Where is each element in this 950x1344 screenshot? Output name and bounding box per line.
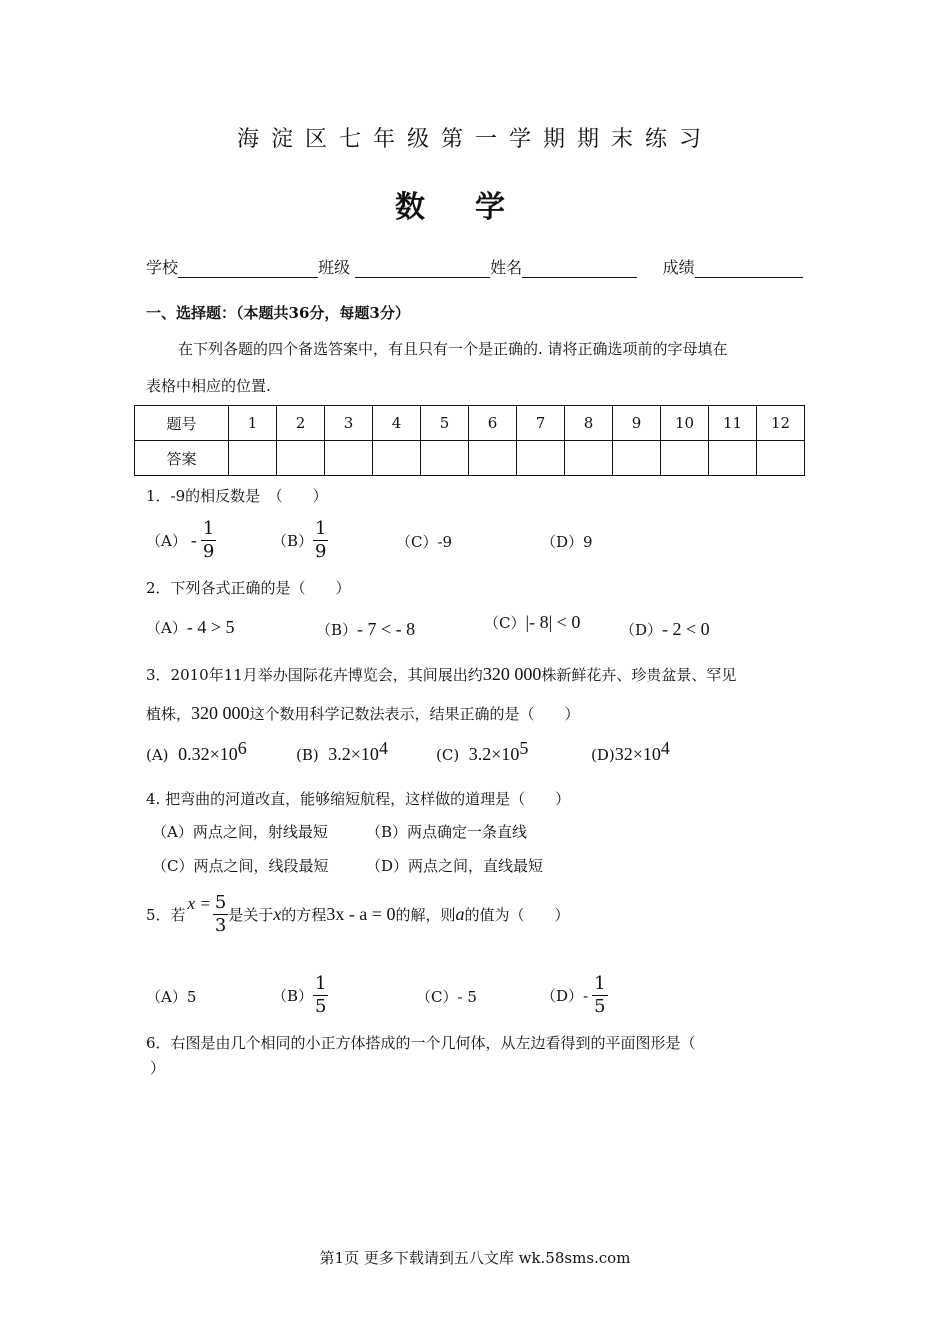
q3-d-exp: 4 xyxy=(660,738,670,758)
section-heading: 一、选择题：（本题共36分，每题3分） xyxy=(146,304,410,322)
q5-var-x: x xyxy=(273,903,282,924)
answer-cell[interactable] xyxy=(373,441,421,476)
answer-table xyxy=(134,405,805,476)
q6-stem-cont: ） xyxy=(150,1059,166,1077)
q2-option-c xyxy=(484,612,580,633)
q2-a-label: （A） xyxy=(146,619,187,637)
qnum-cell: 5 xyxy=(421,406,469,441)
q1-option-c: （C）-9 xyxy=(396,533,453,551)
answer-row xyxy=(135,441,805,476)
qnum-cell: 10 xyxy=(661,406,709,441)
answer-cell[interactable] xyxy=(757,441,805,476)
qnum-cell: 11 xyxy=(709,406,757,441)
q5-stem xyxy=(146,888,569,940)
q6-stem: 6．右图是由几个相同的小正方体搭成的一个几何体，从左边看得到的平面图形是（ xyxy=(146,1034,696,1052)
q5-b-den: 5 xyxy=(315,995,327,1017)
q1-b-num: 1 xyxy=(315,517,327,539)
q3-stem-line2 xyxy=(146,703,580,724)
q1-a-label: （A） xyxy=(146,531,187,550)
answer-cell[interactable] xyxy=(565,441,613,476)
q5-option-a: （A）5 xyxy=(146,988,197,1006)
q2-a-expr: - 4 > 5 xyxy=(186,617,235,637)
school-field[interactable] xyxy=(178,259,318,278)
qnum-cell: 1 xyxy=(229,406,277,441)
q1-a-den: 9 xyxy=(202,540,215,562)
q3-b-base: 3.2×10 xyxy=(328,744,379,764)
score-field[interactable] xyxy=(695,259,803,278)
q5-var-a: a xyxy=(455,903,465,924)
qnum-cell: 6 xyxy=(469,406,517,441)
q3-c-label: (C) xyxy=(436,746,460,764)
q2-stem: 2．下列各式正确的是（ ） xyxy=(146,579,351,597)
q3-d-label: (D) xyxy=(591,746,615,764)
q3-option-d xyxy=(591,738,670,765)
q5-x-eq: x = xyxy=(187,894,211,913)
q3-b-exp: 4 xyxy=(378,738,388,758)
q5-frac-num: 5 xyxy=(214,891,227,913)
q3-stem-part1: 3．2010年11月举办国际花卉博览会，其间展出约 xyxy=(146,666,483,684)
q3-option-b xyxy=(296,738,388,765)
class-label: 班级 xyxy=(318,258,351,277)
q1-option-b xyxy=(272,517,328,563)
answer-cell[interactable] xyxy=(709,441,757,476)
q3-c-exp: 5 xyxy=(519,738,529,758)
class-field[interactable] xyxy=(355,259,490,278)
qnum-cell: 12 xyxy=(757,406,805,441)
q5-option-c: （C）- 5 xyxy=(416,988,477,1006)
q1-stem: 1．-9的相反数是 （ ） xyxy=(146,487,328,505)
q4-option-c: （C）两点之间，线段最短 xyxy=(152,857,329,875)
q3-d-base: 32×10 xyxy=(614,744,661,764)
name-label: 姓名 xyxy=(490,258,523,277)
q3-line2-part2: 这个数用科学记数法表示，结果正确的是（ ） xyxy=(249,705,580,723)
q3-a-label: (A) xyxy=(146,746,169,764)
q5-suffix: 的值为（ ） xyxy=(464,905,570,924)
q5-equation: 3x - a = 0 xyxy=(326,903,396,924)
q5-fraction xyxy=(213,891,228,936)
school-label: 学校 xyxy=(146,258,179,277)
q5-mid2: 的方程 xyxy=(281,905,327,924)
q3-stem-line1 xyxy=(146,664,736,685)
q5-option-b xyxy=(272,972,328,1018)
q1-option-a xyxy=(146,517,216,563)
q3-line2-part1: 植株， xyxy=(146,705,192,723)
q4-option-b: （B）两点确定一条直线 xyxy=(366,823,528,841)
q3-option-c xyxy=(436,738,528,765)
q1-b-label: （B） xyxy=(272,531,314,550)
answer-cell[interactable] xyxy=(229,441,277,476)
q2-b-label: （B） xyxy=(316,621,358,639)
q5-option-d xyxy=(541,972,608,1018)
page-footer: 第1页 更多下载请到五八文库 wk.58sms.com xyxy=(319,1249,631,1267)
name-field[interactable] xyxy=(522,259,637,278)
q2-option-d xyxy=(620,619,710,640)
q5-b-num: 1 xyxy=(315,972,327,994)
q3-stem-part2: 株新鲜花卉、珍贵盆景、罕见 xyxy=(541,666,737,684)
q3-option-a xyxy=(146,738,247,765)
q1-a-fraction xyxy=(201,517,216,562)
q5-d-fraction xyxy=(592,972,607,1017)
q3-line2-num: 320 000 xyxy=(191,703,250,723)
instruction-line-2: 表格中相应的位置. xyxy=(146,377,271,395)
q2-c-expr: |- 8| < 0 xyxy=(525,612,581,632)
q3-stem-num: 320 000 xyxy=(482,664,542,684)
row-label-answer: 答案 xyxy=(135,441,229,476)
score-label: 成绩 xyxy=(662,258,695,277)
question-number-row xyxy=(135,406,805,441)
q5-mid1: 是关于 xyxy=(228,905,274,924)
qnum-cell: 9 xyxy=(613,406,661,441)
q5-b-label: （B） xyxy=(272,986,314,1005)
q2-d-label: （D） xyxy=(620,621,663,639)
q1-option-d: （D）9 xyxy=(541,533,593,551)
q5-d-den: 5 xyxy=(594,995,606,1017)
answer-cell[interactable] xyxy=(421,441,469,476)
q2-option-b xyxy=(316,619,415,640)
q1-a-num: 1 xyxy=(202,517,215,539)
q1-b-den: 9 xyxy=(315,540,327,562)
row-label-number: 题号 xyxy=(135,406,229,441)
q5-frac-den: 3 xyxy=(214,914,227,936)
q3-b-label: (B) xyxy=(296,746,319,764)
qnum-cell: 3 xyxy=(325,406,373,441)
qnum-cell: 8 xyxy=(565,406,613,441)
q4-option-a: （A）两点之间，射线最短 xyxy=(152,823,328,841)
answer-cell[interactable] xyxy=(517,441,565,476)
q4-stem: 4. 把弯曲的河道改直，能够缩短航程，这样做的道理是（ ） xyxy=(146,790,571,808)
q4-option-d: （D）两点之间，直线最短 xyxy=(366,857,544,875)
q5-d-num: 1 xyxy=(594,972,606,994)
answer-cell[interactable] xyxy=(469,441,517,476)
q5-b-fraction xyxy=(313,972,328,1017)
q3-c-base: 3.2×10 xyxy=(468,744,520,764)
q2-c-label: （C） xyxy=(484,614,526,632)
subject-title: 数学 xyxy=(395,190,555,225)
answer-cell[interactable] xyxy=(613,441,661,476)
answer-cell[interactable] xyxy=(277,441,325,476)
q5-prefix: 5．若 xyxy=(146,905,186,924)
qnum-cell: 2 xyxy=(277,406,325,441)
q1-b-fraction xyxy=(313,517,328,562)
answer-cell[interactable] xyxy=(661,441,709,476)
q3-a-base: 0.32×10 xyxy=(178,744,238,764)
qnum-cell: 4 xyxy=(373,406,421,441)
q5-mid3: 的解，则 xyxy=(395,905,456,924)
q2-d-expr: - 2 < 0 xyxy=(662,619,710,639)
q5-d-label: （D）- xyxy=(541,986,589,1005)
q2-option-a xyxy=(146,617,235,638)
q3-a-exp: 6 xyxy=(237,738,247,758)
answer-cell[interactable] xyxy=(325,441,373,476)
info-fields xyxy=(146,255,803,278)
exam-title: 海淀区七年级第一学期期末练习 xyxy=(236,127,713,152)
q1-a-sign: - xyxy=(190,529,197,550)
q2-b-expr: - 7 < - 8 xyxy=(357,619,416,639)
qnum-cell: 7 xyxy=(517,406,565,441)
instruction-line-1: 在下列各题的四个备选答案中，有且只有一个是正确的. 请将正确选项前的字母填在 xyxy=(178,340,728,358)
